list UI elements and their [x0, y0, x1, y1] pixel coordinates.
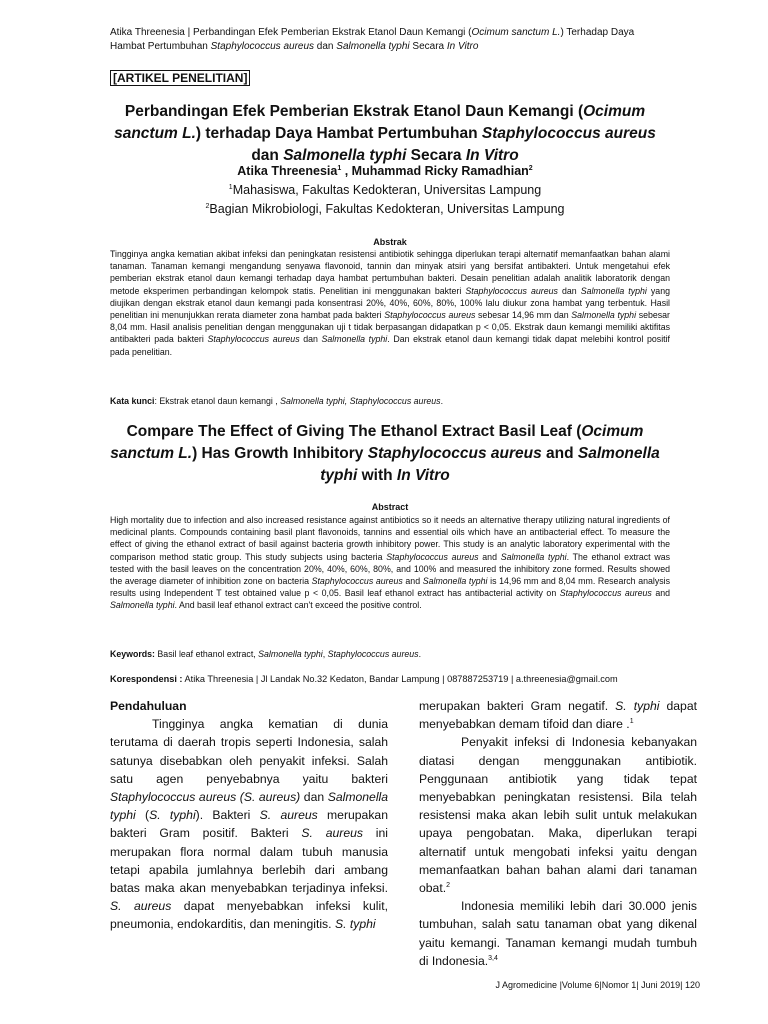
- paragraph-continued: merupakan bakteri Gram negatif. S. typhi dapat menyebabkan demam tifoid dan diare .$^1$: [419, 699, 697, 732]
- abstrak-body: Tingginya angka kematian akibat infeksi dan peningkatan resistensi antibiotik sehingga diperlukan terapi alternatif memanfaatkan bahan alami tanaman. Tanaman kemangi mengandung senyawa flavonoid, tannin dan minyak atsiri yang bersifat antibakteri. Untuk mengetahui efek pemberian ekstrak etanol daun kemangi terhadap daya hambat pertumbuhan bakteri. Desain penelitian adalah analitik laboratorik dengan metode eksperimen perbandingan kelompok statis. Penelitian ini menggunakan bakteri Staphylococcus aureus dan Salmonella typhi yang diujikan dengan ekstrak etanol daun kemangi pada konsentrasi 20%, 40%, 60%, 80%, 100% lalu diukur zona hambat yang terbentuk. Hasil penelitian ini menunjukkan rerata diameter zona hambat pada bakteri Staphylococcus aureus sebesar 14,96 mm dan Salmonella typhi sebesar 8,04 mm. Hasil analisis penelitian dengan menggunakan uji t tidak berpasangan didapatkan p < 0,05. Ekstrak daun kemangi memiliki aktifitas antibakteri pada bakteri Staphylococcus aureus dan Salmonella typhi. Dan ekstrak etanol daun kemangi tidak dapat melebihi kontrol positif pada penelitian.: [110, 249, 670, 357]
- running-head: Atika Threenesia | Perbandingan Efek Pemberian Ekstrak Etanol Daun Kemangi (Ocimum sanctum L.) Terhadap Daya Hambat Pertumbuhan Staphylococcus aureus dan Salmonella typhi Secara In Vitro: [110, 27, 635, 52]
- abstrak-heading: Abstrak: [373, 237, 407, 247]
- article-type-tag: [ARTIKEL PENELITIAN]: [110, 70, 250, 86]
- paragraph-intro: Tingginya angka kematian di dunia terutama di daerah tropis seperti Indonesia, salah satunya disebabkan oleh penyakit infeksi. Salah satu agen penyebabnya yaitu bakteri Staphylococcus aureus (S. aureus) dan Salmonella typhi (S. typhi). Bakteri S. aureus merupakan bakteri Gram positif. Bakteri S. aureus ini merupakan flora normal dalam tubuh manusia tetapi apabila jumlahnya berlebih dari ambang batas maka akan menyebabkan terjadinya infeksi. S. aureus dapat menyebabkan infeksi kulit, pneumonia, endokarditis, dan meningitis. S. typhi: [110, 717, 389, 932]
- paragraph-2: Penyakit infeksi di Indonesia kebanyakan diatasi dengan menggunakan antibiotik. Penggunaan antibiotik yang tidak tepat menyebabkan peningkatan resistensi. Bila telah resistensi maka akan lebih sulit untuk melakukan upaya pengobatan. Maka, diperlukan terapi alternatif untuk mengobati infeksi yaitu dengan memanfaatkan bahan bahan alami dari tanaman obat.$^2$: [419, 735, 697, 896]
- right-column: [419, 697, 697, 970]
- abstract-heading: Abstract: [371, 502, 409, 512]
- left-column: [110, 697, 388, 934]
- keywords: Keywords: Basil leaf ethanol extract, Salmonella typhi, Staphylococcus aureus.: [110, 649, 422, 659]
- affiliation-1: $^1$Mahasiswa, Fakultas Kedokteran, Universitas Lampung: [228, 183, 542, 197]
- paragraph-3: Indonesia memiliki lebih dari 30.000 jenis tumbuhan, salah satu tanaman obat yang dikenal yaitu kemangi. Tanaman kemangi mudah tumbuh di Indonesia.$^{3,4}$: [419, 899, 697, 968]
- korespondensi: Korespondensi : Atika Threenesia | Jl Landak No.32 Kedaton, Bandar Lampung | 087887253719 | a.threenesia@gmail.com: [110, 674, 618, 684]
- author-line: Atika Threenesia$^1$ , Muhammad Ricky Ramadhian$^2$: [237, 164, 533, 178]
- title-indonesian: Perbandingan Efek Pemberian Ekstrak Etanol Daun Kemangi (Ocimum sanctum L.) terhadap Daya Hambat Pertumbuhan Staphylococcus aureus dan Salmonella typhi Secara In Vitro: [114, 103, 656, 164]
- affiliation-2: $^2$Bagian Mikrobiologi, Fakultas Kedokteran, Universitas Lampung: [205, 202, 565, 216]
- abstract-body: High mortality due to infection and also increased resistance against antibiotics so it needs an alternative therapy utilizing natural ingredients of medicinal plants. Compounds containing basil plant flavonoids, tannins and essential oils which have an antibacterial effect. To measure the effect of giving the ethanol extract of basil against bacteria growth inhibitory power. This study is an analytic laboratory experimental with the comparison method static group. This study subjects using bacteria Staphylococcus aureus and Salmonella typhi. The ethanol extract was tested with the basil leaves on the concentration 20%, 40%, 60%, 80%, and 100% and measured the inhibitory zone formed. Results showed the average diameter of inhibition zone on bacteria Staphylococcus aureus and Salmonella typhi is 14,96 mm and 8,04 mm. Research analysis results using Independent T test obtained value p < 0,05. Basil leaf ethanol extract has antibacterial activity on Staphylococcus aureus and Salmonella typhi. And basil leaf ethanol extract can't exceed the positive control.: [110, 515, 671, 611]
- title-english: Compare The Effect of Giving The Ethanol Extract Basil Leaf (Ocimum sanctum L.) Has Growth Inhibitory Staphylococcus aureus and Salmonella typhi with In Vitro: [110, 423, 660, 484]
- page-footer: J Agromedicine |Volume 6|Nomor 1| Juni 2019| 120: [495, 980, 700, 990]
- section-heading: Pendahuluan: [110, 699, 187, 713]
- kata-kunci: Kata kunci: Ekstrak etanol daun kemangi , Salmonella typhi, Staphylococcus aureus.: [110, 396, 444, 406]
